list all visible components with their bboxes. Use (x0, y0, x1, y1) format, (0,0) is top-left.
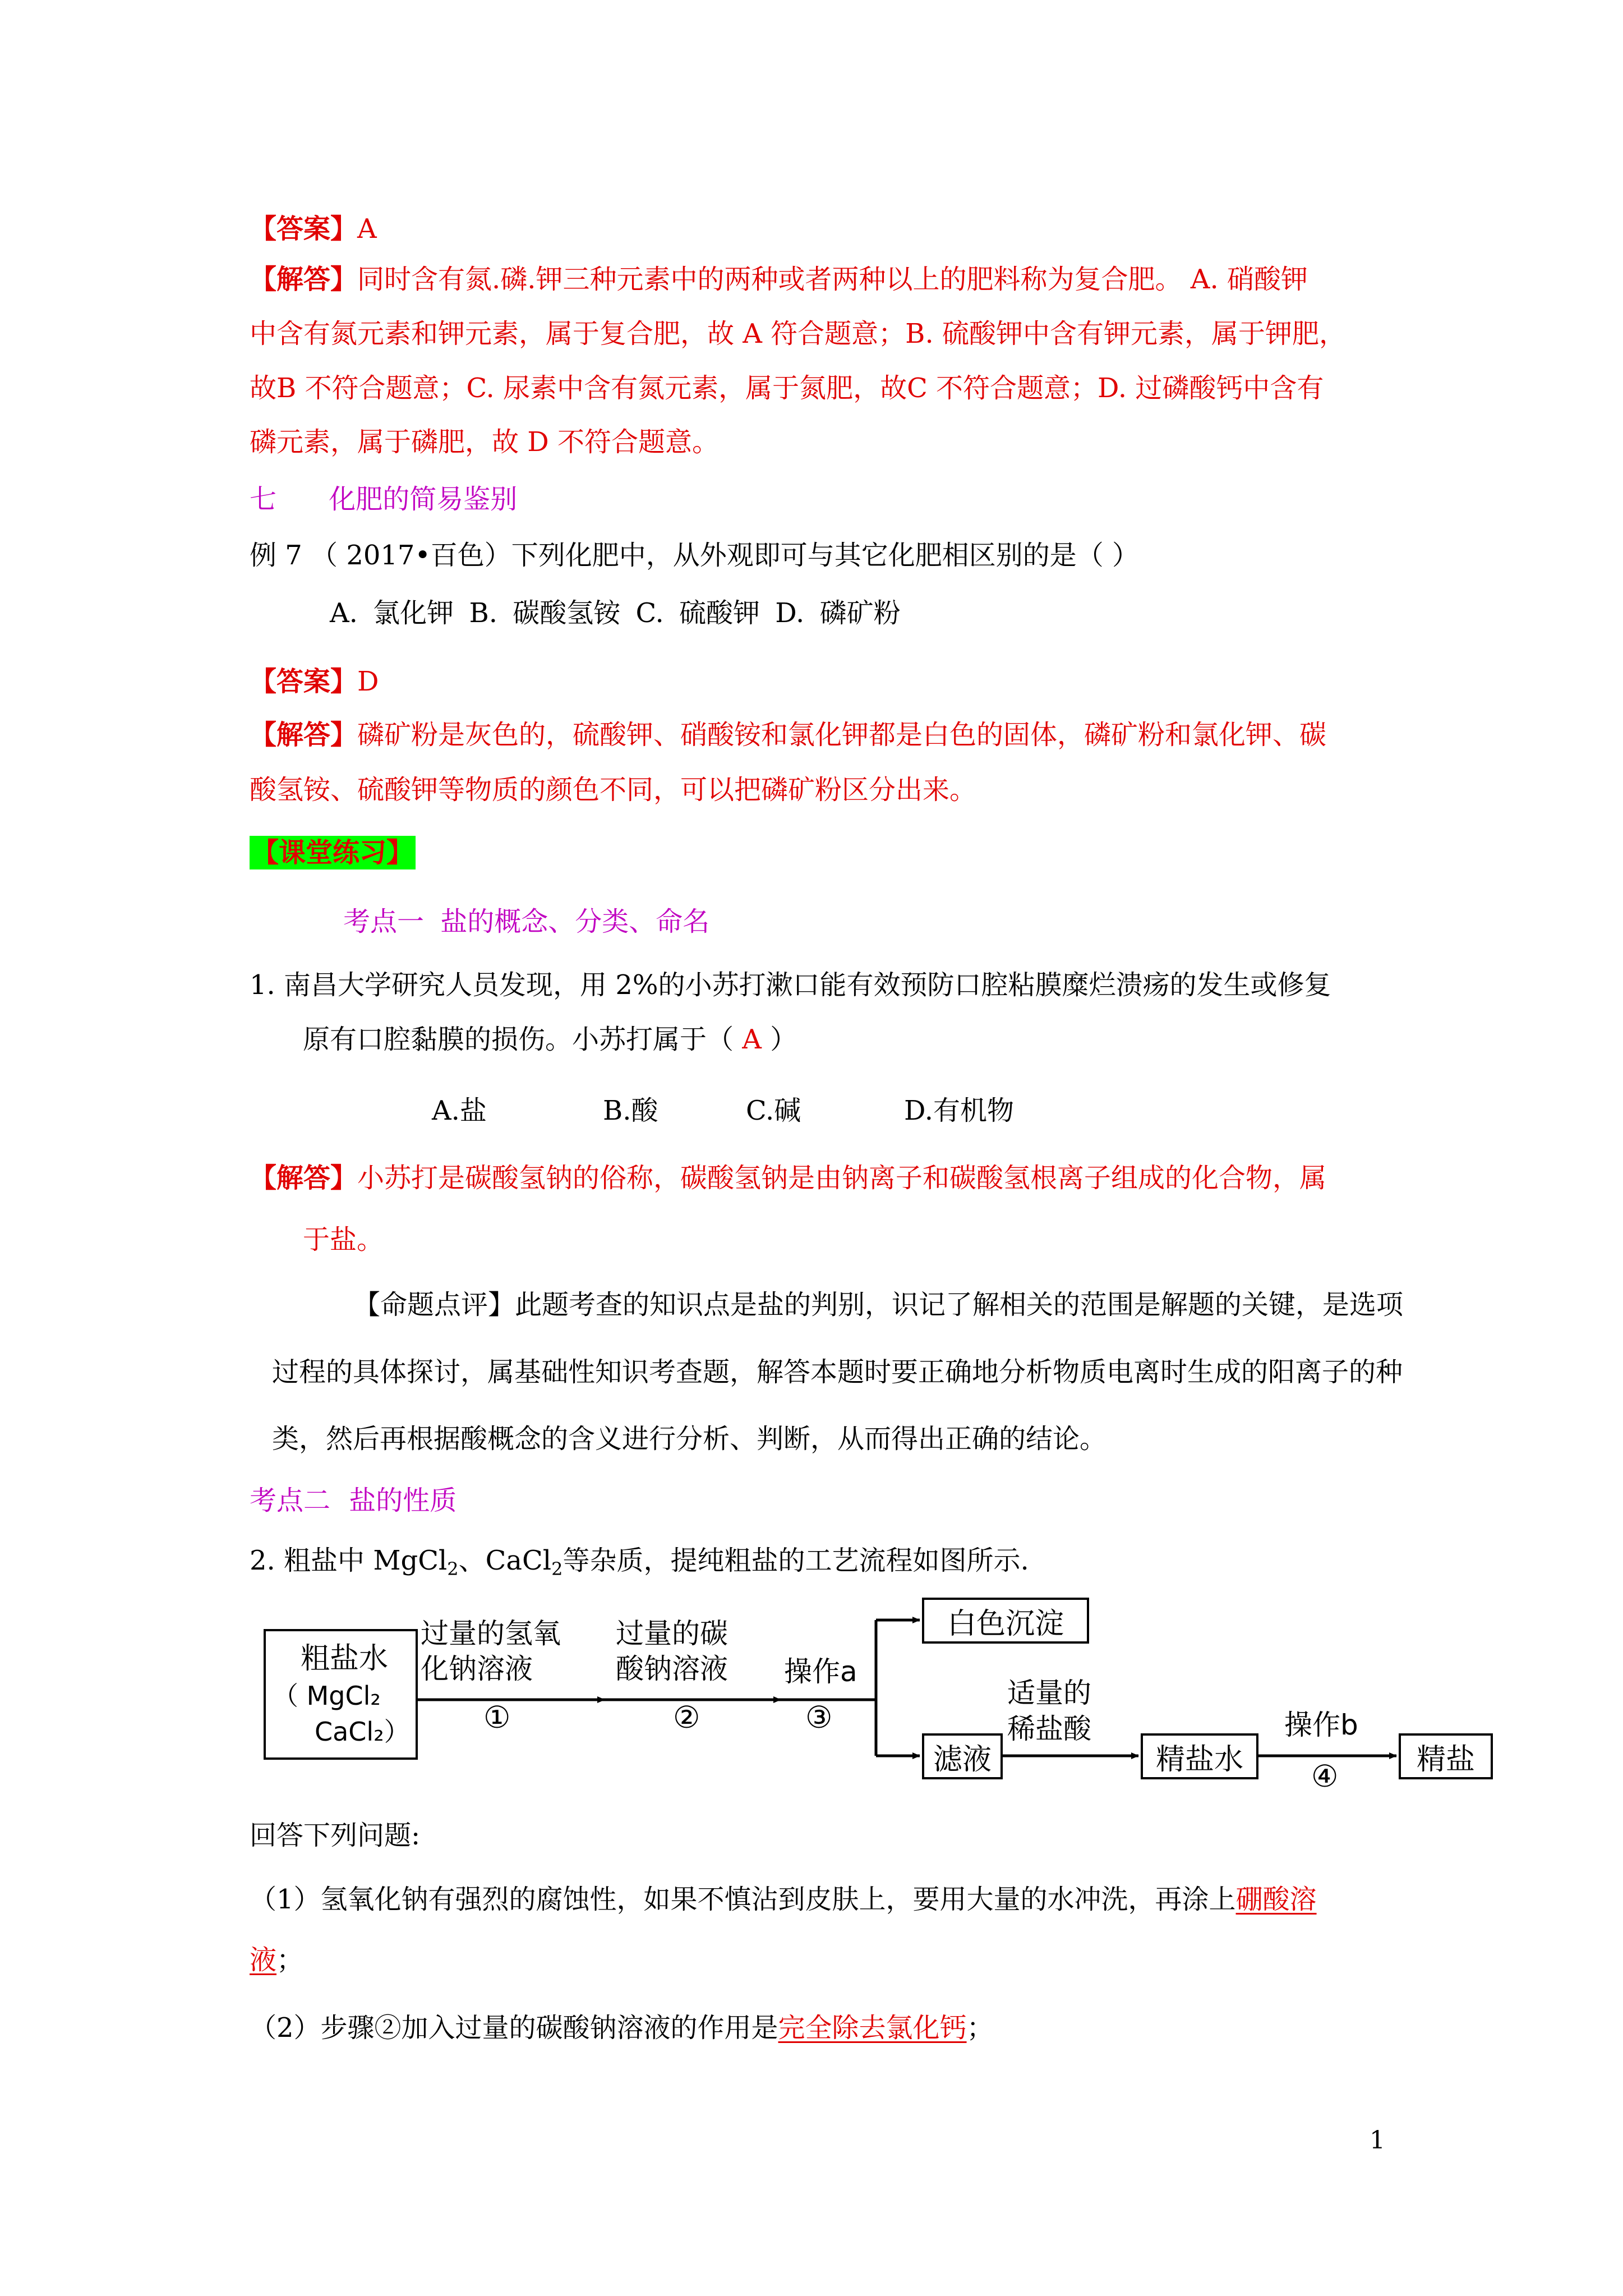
example-7-options: A. 氯化钾 B. 碳酸氢铵 C. 硫酸钾 D. 磷矿粉 (330, 597, 901, 629)
question-answer: A (742, 1024, 762, 1055)
question-1-option-d: D.有机物 (904, 1095, 1015, 1126)
crude-brine-mgcl2: （ MgCl₂ (273, 1680, 381, 1711)
explanation-6-line-3: 故B 不符合题意；C. 尿素中含有氮元素，属于氮肥，故C 不符合题意；D. 过磷酸钙中含有 (250, 372, 1324, 404)
step-1-label-line-2: 化钠溶液 (421, 1653, 533, 1685)
sub-question-answer: 硼酸溶 (1235, 1884, 1317, 1915)
step-2-label-line-1: 过量的碳 (616, 1617, 728, 1650)
step-5-label-line-1: 适量的 (1007, 1677, 1091, 1709)
crude-brine-title: 粗盐水 (301, 1641, 389, 1676)
step-3-label: 操作a (784, 1655, 857, 1688)
subscript: 2 (447, 1558, 459, 1580)
refined-salt-box: 精盐 (1399, 1733, 1493, 1779)
sub-question-1-line-1 (250, 1883, 1317, 1916)
refined-brine-box: 精盐水 (1141, 1733, 1258, 1779)
step-5-label-line-2: 稀盐酸 (1007, 1713, 1091, 1745)
sub-question-answer-cont: 液 (250, 1944, 277, 1976)
section-title: 化肥的简易鉴别 (329, 484, 518, 515)
practice-highlight: 【课堂练习】 (250, 836, 416, 869)
question-text: 原有口腔黏膜的损伤。小苏打属于（ (303, 1024, 743, 1055)
explanation-6-line-4: 磷元素，属于磷肥，故 D 不符合题意。 (250, 426, 720, 458)
answer-label: 【答案】 (250, 666, 358, 697)
subscript: 2 (551, 1558, 563, 1580)
question-1-option-b: B.酸 (603, 1095, 658, 1126)
white-precipitate-box: 白色沉淀 (922, 1598, 1089, 1644)
step-1-label-line-1: 过量的氢氧 (421, 1617, 561, 1650)
sub-question-answer: 完全除去氯化钙 (778, 2012, 967, 2044)
comment-line-1: 【命题点评】此题考查的知识点是盐的判别，识记了解相关的范围是解题的关键，是选项 (353, 1289, 1404, 1320)
explanation-text: 同时含有氮.磷.钾三种元素中的两种或者两种以上的肥料称为复合肥。 A. 硝酸钾 (357, 264, 1308, 295)
question-2-text: 等杂质，提纯粗盐的工艺流程如图所示. (562, 1545, 1029, 1576)
step-2-number: ② (673, 1700, 700, 1735)
sub-question-1-line-2 (250, 1943, 303, 1977)
explanation-7-line-2: 酸氢铵、硫酸钾等物质的颜色不同，可以把磷矿粉区分出来。 (250, 774, 977, 806)
step-3-number: ③ (805, 1700, 833, 1735)
explanation-label: 【解答】 (250, 1162, 358, 1194)
page-number: 1 (1370, 2126, 1385, 2155)
explanation-q1-line-2: 于盐。 (303, 1224, 384, 1255)
explanation-label: 【解答】 (250, 264, 358, 295)
explanation-6-line-2: 中含有氮元素和钾元素，属于复合肥，故 A 符合题意；B. 硫酸钾中含有钾元素，属于钾肥， (250, 318, 1346, 349)
answer-label: 【答案】 (250, 213, 358, 245)
question-2-text: 、CaCl (458, 1545, 552, 1576)
explanation-label: 【解答】 (250, 719, 358, 751)
crude-brine-box (264, 1629, 418, 1760)
comment-line-2: 过程的具体探讨，属基础性知识考查题，解答本题时要正确地分析物质电离时生成的阳离子的种 (272, 1356, 1403, 1388)
step-2-label-line-2: 酸钠溶液 (616, 1653, 728, 1685)
sub-question-end: ； (276, 1944, 304, 1976)
sub-question-end: ； (966, 2012, 994, 2044)
step-4-number: ④ (1311, 1759, 1339, 1794)
key-point-2: 考点二 盐的性质 (250, 1485, 457, 1516)
explanation-text: 小苏打是碳酸氢钠的俗称，碳酸氢钠是由钠离子和碳酸氢根离子组成的化合物，属 (357, 1162, 1327, 1194)
answer-value: A (357, 213, 377, 245)
explanation-text: 磷矿粉是灰色的，硫酸钾、硝酸铵和氯化钾都是白色的固体，磷矿粉和氯化钾、碳 (357, 719, 1327, 751)
filtrate-box: 滤液 (922, 1733, 1003, 1779)
sub-question-text: （2）步骤②加入过量的碳酸钠溶液的作用是 (250, 2012, 778, 2044)
comment-line-3: 类，然后再根据酸概念的含义进行分析、判断，从而得出正确的结论。 (272, 1423, 1107, 1455)
answer-value: D (357, 666, 379, 697)
answer-intro: 回答下列问题: (250, 1820, 421, 1851)
sub-question-2 (250, 2011, 994, 2045)
step-1-number: ① (483, 1700, 511, 1735)
question-1-line-1: 1. 南昌大学研究人员发现，用 2%的小苏打漱口能有效预防口腔粘膜糜烂溃疡的发生或修复 (250, 969, 1331, 1001)
sub-question-text: （1）氢氧化钠有强烈的腐蚀性，如果不慎沾到皮肤上，要用大量的水冲洗，再涂上 (250, 1884, 1236, 1915)
section-number: 七 (250, 484, 277, 515)
key-point-1: 考点一 盐的概念、分类、命名 (343, 906, 710, 937)
question-1-option-a: A.盐 (432, 1095, 487, 1126)
question-2-text: 2. 粗盐中 MgCl (250, 1545, 448, 1576)
question-1-option-c: C.碱 (746, 1095, 801, 1126)
example-7-question: 例 7 （ 2017•百色）下列化肥中，从外观即可与其它化肥相区别的是（ ） (250, 540, 1140, 571)
step-4-label: 操作b (1284, 1709, 1358, 1741)
crude-brine-cacl2: CaCl₂） (315, 1716, 410, 1747)
question-text-end: ） (761, 1024, 797, 1055)
